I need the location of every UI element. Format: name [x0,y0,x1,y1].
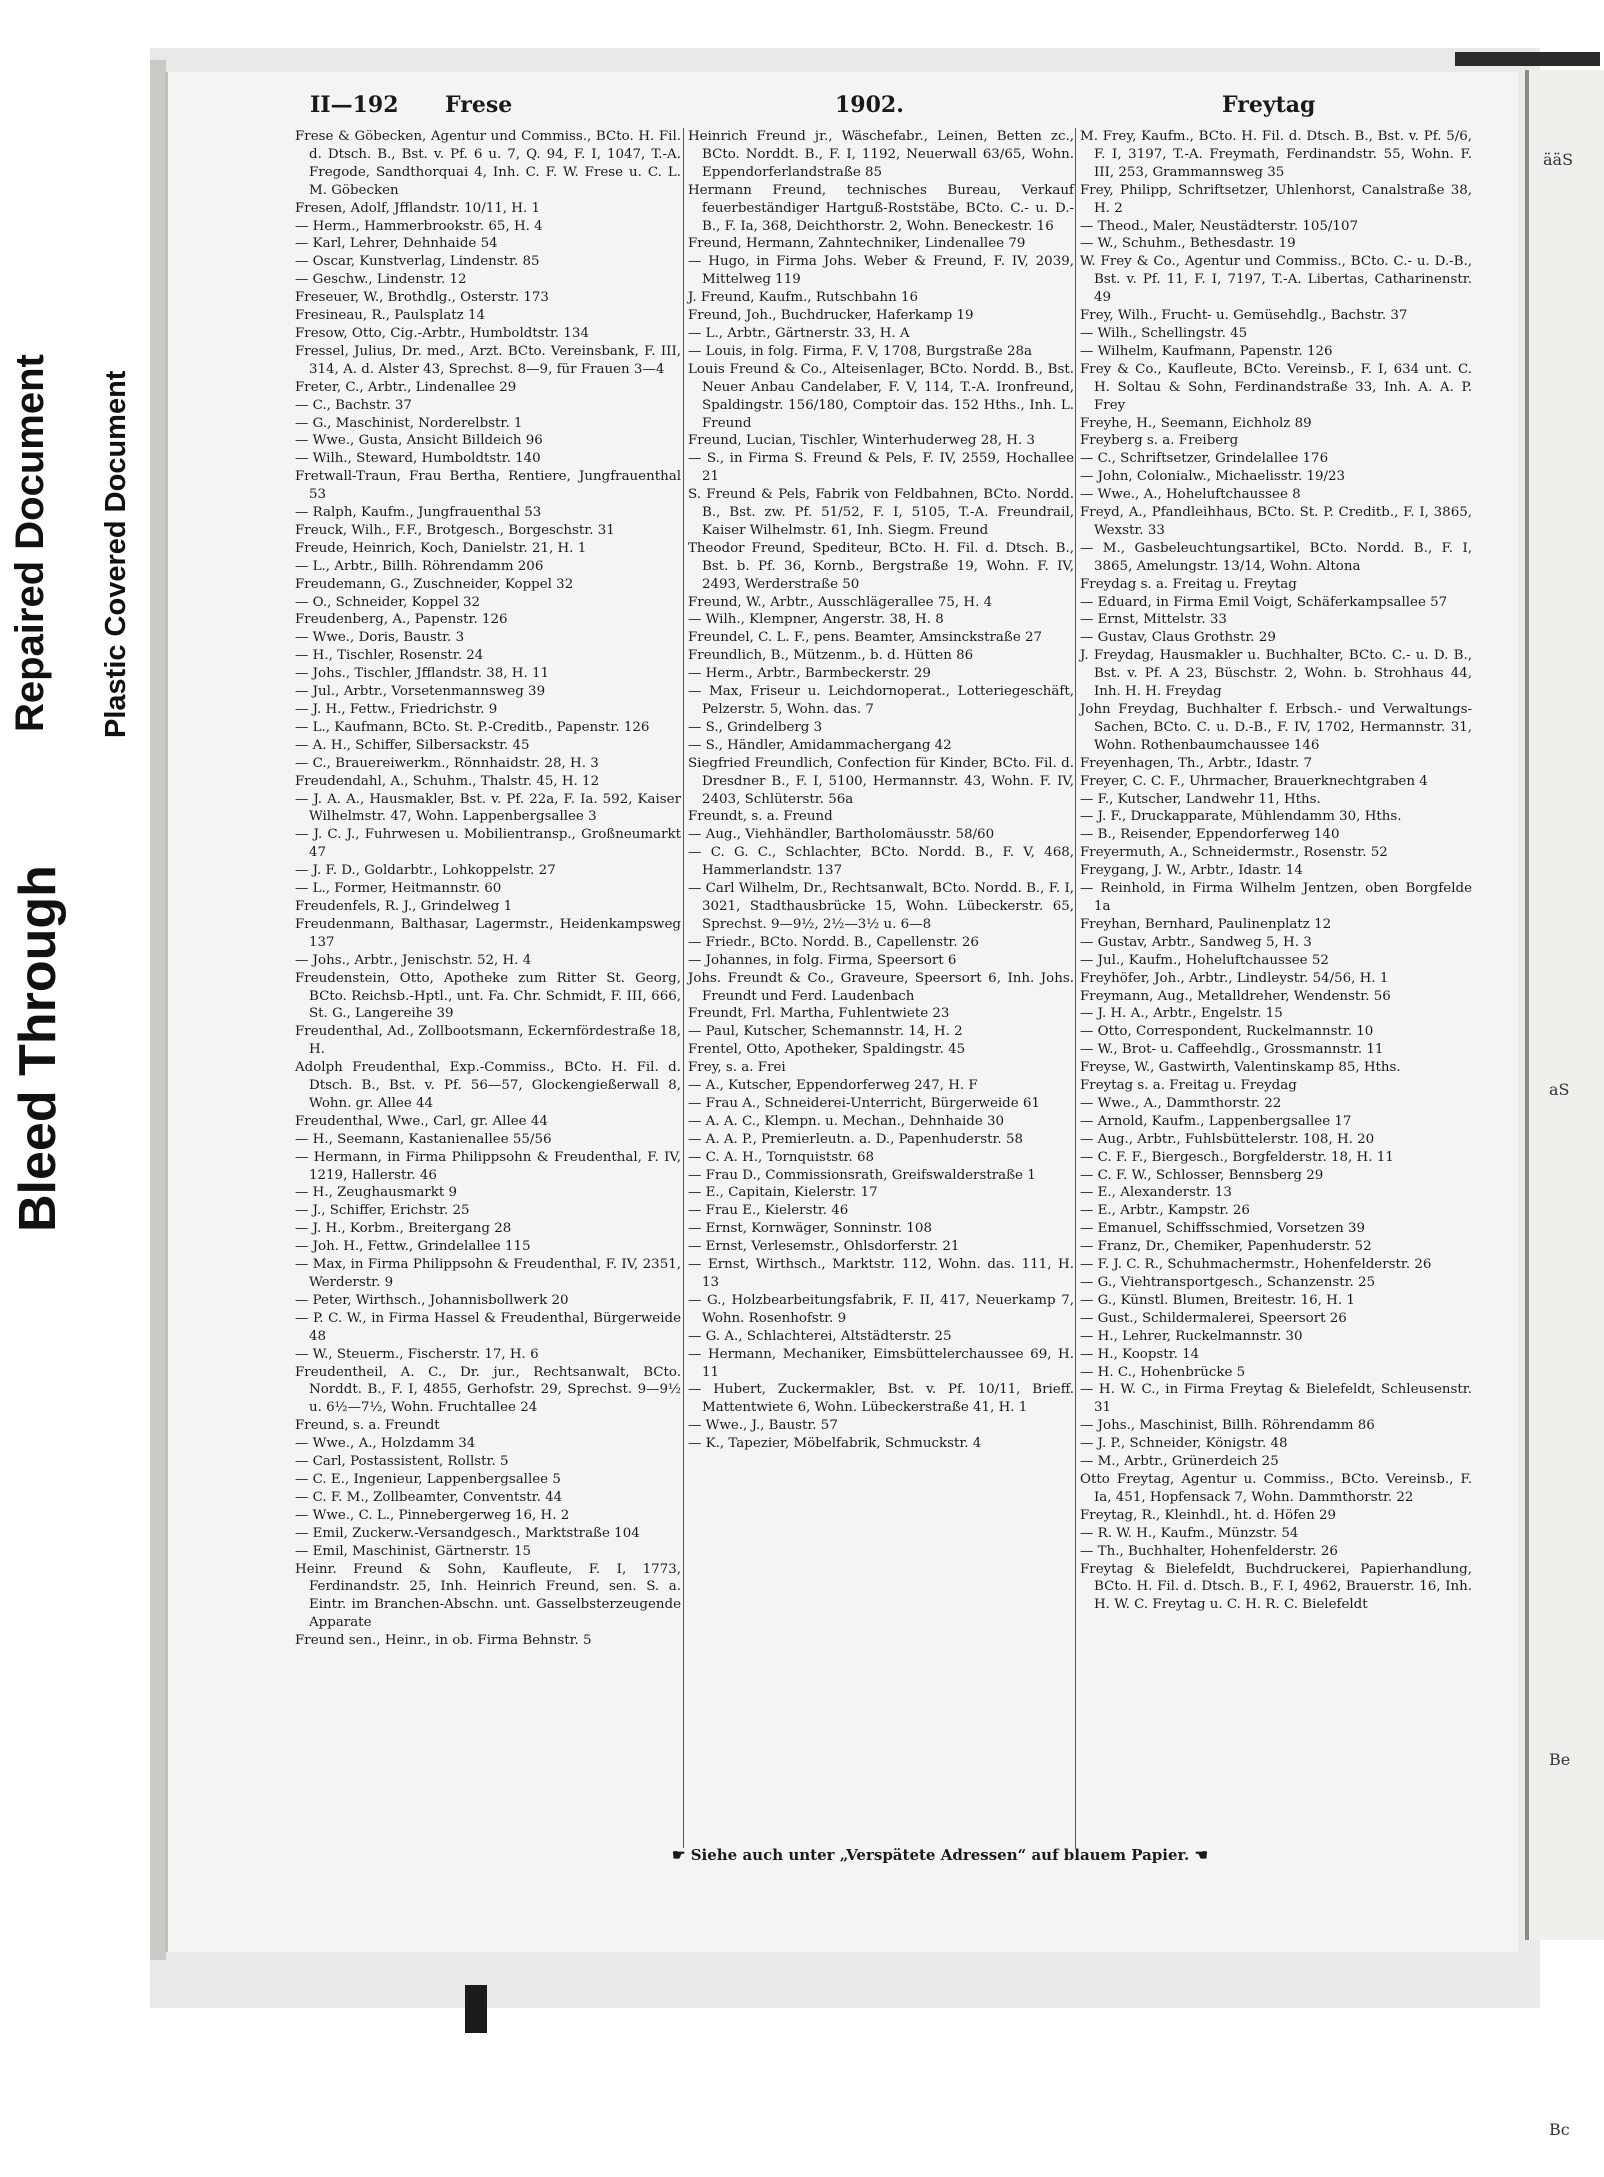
directory-entry: Freudemann, G., Zuschneider, Koppel 32 [295,576,574,592]
directory-entry: — Carl, Postassistent, Rollstr. 5 [295,1454,509,1470]
directory-entry: — Hubert, Zuckermakler, Bst. v. Pf. 10/11, Brieff. Mattentwiete 6, Wohn. Lübeckerstraße 41, H. 1 [688,1382,1074,1416]
directory-entry: — Arnold, Kaufm., Lappenbergsallee 17 [1080,1113,1352,1129]
directory-entry: — H., Lehrer, Ruckelmannstr. 30 [1080,1328,1303,1344]
directory-entry: — Aug., Viehhändler, Bartholomäusstr. 58/60 [688,827,995,843]
directory-entry: — Johs., Maschinist, Billh. Röhrendamm 86 [1080,1418,1375,1434]
adjacent-page-fragment: Be [1549,1750,1571,1769]
adjacent-page-fragment: Bc [1549,2120,1570,2139]
directory-entry: — Eduard, in Firma Emil Voigt, Schäferkampsallee 57 [1080,594,1448,610]
plastic-covered-label: Plastic Covered Document [100,370,132,738]
directory-entry: Freundt, s. a. Freund [688,809,833,825]
running-head [310,92,1340,122]
directory-entry: — Gust., Schildermalerei, Speersort 26 [1080,1310,1347,1326]
directory-entry: Johs. Freundt & Co., Graveure, Speersort 6, Inh. Johs. Freundt und Ferd. Laudenbach [688,970,1074,1004]
directory-entry: Freytag, R., Kleinhdl., ht. d. Höfen 29 [1080,1507,1336,1523]
directory-entry: — C. F. M., Zollbeamter, Conventstr. 44 [295,1489,563,1505]
directory-entry: — Ralph, Kaufm., Jungfrauenthal 53 [295,505,542,521]
directory-entry: Freyse, W., Gastwirth, Valentinskamp 85, Hths. [1080,1060,1401,1076]
directory-entry: — Th., Buchhalter, Hohenfelderstr. 26 [1080,1543,1338,1559]
directory-entry: — J. A. A., Hausmakler, Bst. v. Pf. 22a, F. Ia. 592, Kaiser Wilhelmstr. 47, Wohn. Lappenbergsallee 3 [295,791,681,825]
directory-entry: Fresineau, R., Paulsplatz 14 [295,308,486,324]
directory-entry: — Ernst, Verlesemstr., Ohlsdorferstr. 21 [688,1239,960,1255]
directory-entry: — B., Reisender, Eppendorferweg 140 [1080,827,1340,843]
repaired-document-label: Repaired Document [8,354,52,732]
directory-entry: — Johs., Tischler, Jfflandstr. 38, H. 11 [295,666,550,682]
directory-entry: — J. F. D., Goldarbtr., Lohkoppelstr. 27 [295,863,556,879]
directory-entry: — J. H., Korbm., Breitergang 28 [295,1221,512,1237]
directory-entry: — W., Schuhm., Bethesdastr. 19 [1080,236,1296,252]
directory-entry: — Wwe., A., Holzdamm 34 [295,1436,476,1452]
directory-entry: Freter, C., Arbtr., Lindenallee 29 [295,379,517,395]
directory-entry: — Emil, Maschinist, Gärtnerstr. 15 [295,1543,531,1559]
directory-entry: — Frau D., Commissionsrath, Greifswalderstraße 1 [688,1167,1036,1183]
directory-entry: Freudentheil, A. C., Dr. jur., Rechtsanwalt, BCto. Norddt. B., F. I, 4855, Gerhofstr. 29, Sprechst. 9—9½ u. 6½—7½, Wohn. Fruchtallee 24 [295,1364,681,1416]
directory-entry: — A. A. C., Klempn. u. Mechan., Dehnhaide 30 [688,1113,1005,1129]
directory-entry: — A., Kutscher, Eppendorferweg 247, H. F [688,1078,978,1094]
directory-entry: — M., Gasbeleuchtungsartikel, BCto. Nordd. B., F. I, 3865, Amelungstr. 13/14, Wohn. Altona [1080,540,1472,574]
directory-entry: Freudenthal, Ad., Zollbootsmann, Eckernfördestraße 18, H. [295,1024,681,1058]
directory-entry: — H. C., Hohenbrücke 5 [1080,1364,1246,1380]
directory-entry: — Theod., Maler, Neustädterstr. 105/107 [1080,218,1358,234]
directory-entry: — Emanuel, Schiffsschmied, Vorsetzen 39 [1080,1221,1366,1237]
directory-entry: Freund, Lucian, Tischler, Winterhuderweg 28, H. 3 [688,433,1035,449]
directory-entry: Freyenhagen, Th., Arbtr., Idastr. 7 [1080,755,1313,771]
directory-entry: Freundel, C. L. F., pens. Beamter, Amsinckstraße 27 [688,630,1043,646]
directory-entry: — Wwe., Gusta, Ansicht Billdeich 96 [295,433,543,449]
directory-entry: Freymann, Aug., Metalldreher, Wendenstr. 56 [1080,988,1391,1004]
directory-entry: Fretwall-Traun, Frau Bertha, Rentiere, Jungfrauenthal 53 [295,469,681,503]
directory-entry: J. Freund, Kaufm., Rutschbahn 16 [688,290,919,306]
directory-entry: — H., Zeughausmarkt 9 [295,1185,457,1201]
directory-entry: Freseuer, W., Brothdlg., Osterstr. 173 [295,290,549,306]
directory-entry: — C. A. H., Tornquiststr. 68 [688,1149,875,1165]
directory-entry: — Johs., Arbtr., Jenischstr. 52, H. 4 [295,952,532,968]
directory-entry: — Wilh., Schellingstr. 45 [1080,325,1248,341]
directory-entry: — L., Kaufmann, BCto. St. P.-Creditb., Papenstr. 126 [295,719,650,735]
directory-entry: Freundt, Frl. Martha, Fuhlentwiete 23 [688,1006,950,1022]
directory-entry: — C. G. C., Schlachter, BCto. Nordd. B., F. V, 468, Hammerlandstr. 137 [688,845,1074,879]
directory-entry: Freygang, J. W., Arbtr., Idastr. 14 [1080,863,1303,879]
directory-entry: — G. A., Schlachterei, Altstädterstr. 25 [688,1328,952,1344]
directory-entry: — Max, Friseur u. Leichdornoperat., Lotteriegeschäft, Pelzerstr. 5, Wohn. das. 7 [688,684,1074,717]
directory-entry: Heinrich Freund jr., Wäschefabr., Leinen, Betten zc., BCto. Norddt. B., F. I, 1192, Neuerwall 63/65, Wohn. Eppendorferlandstraße 85 [688,129,1074,180]
scan-border-bottom [465,1985,487,2033]
column-divider [1075,128,1076,1848]
adjacent-page-fragment: ääS [1543,150,1574,169]
adjacent-page-fragment: aS [1549,1080,1570,1099]
directory-entry: — Emil, Zuckerw.-Versandgesch., Marktstraße 104 [295,1525,640,1541]
directory-entry: John Freydag, Buchhalter f. Erbsch.- und Verwaltungs-Sachen, BCto. C. u. D.-B., F. IV, 1702, Hermannstr. 31, Wohn. Rothenbaumchaussee 146 [1080,702,1472,753]
directory-entry: Hermann Freund, technisches Bureau, Verkauf feuerbeständiger Hartguß-Roststäbe, BCto. C.- u. D.-B., F. Ia, 368, Deichthorstr. 2, Wohn. Beneckestr. 16 [688,182,1074,234]
directory-entry: S. Freund & Pels, Fabrik von Feldbahnen, BCto. Nordd. B., Bst. zw. Pf. 51/52, F. I, 5105, T.-A. Freundrail, Kaiser Wilhelmstr. 61, Inh. Siegm. Freund [688,487,1074,538]
directory-entry: — Johannes, in folg. Firma, Speersort 6 [688,952,957,968]
directory-entry: — Louis, in folg. Firma, F. V, 1708, Burgstraße 28a [688,343,1032,359]
directory-entry: Freudenmann, Balthasar, Lagermstr., Heidenkampsweg 137 [295,916,681,950]
directory-entry: Freudenstein, Otto, Apotheke zum Ritter St. Georg, BCto. Reichsb.-Hptl., unt. Fa. Chr. Schmidt, F. III, 666, St. G., Langereihe 39 [295,970,681,1022]
directory-entry: — C. F. W., Schlosser, Bennsberg 29 [1080,1167,1324,1183]
directory-entry: J. Freydag, Hausmakler u. Buchhalter, BCto. C.- u. D. B., Bst. v. Pf. A 23, Büschstr. 2, Wohn. b. Strohhaus 44, Inh. H. H. Freydag [1080,648,1472,700]
directory-entry: Fresow, Otto, Cig.-Arbtr., Humboldtstr. 134 [295,325,589,341]
directory-entry: — H., Koopstr. 14 [1080,1346,1200,1362]
directory-entry: — Geschw., Lindenstr. 12 [295,272,467,288]
directory-entry: — A. A. P., Premierleutn. a. D., Papenhuderstr. 58 [688,1131,1023,1147]
directory-entry: M. Frey, Kaufm., BCto. H. Fil. d. Dtsch. B., Bst. v. Pf. 5/6, F. I, 3197, T.-A. Freymath, Ferdinandstr. 55, Wohn. F. III, 253, Grammannsweg 35 [1080,129,1472,180]
directory-entry: — S., in Firma S. Freund & Pels, F. IV, 2559, Hochallee 21 [688,451,1074,485]
directory-entry: — G., Künstl. Blumen, Breitestr. 16, H. 1 [1080,1292,1355,1308]
directory-entry: — Herm., Hammerbrookstr. 65, H. 4 [295,218,543,234]
directory-entry: — Max, in Firma Philippsohn & Freudenthal, F. IV, 2351, Werderstr. 9 [295,1257,681,1290]
page-number: II—192 [310,92,399,118]
directory-entry: Freund, s. a. Freundt [295,1418,440,1434]
directory-entry: — J., Schiffer, Erichstr. 25 [295,1203,470,1219]
directory-entry: — Gustav, Arbtr., Sandweg 5, H. 3 [1080,934,1312,950]
directory-entry: — Ernst, Wirthsch., Marktstr. 112, Wohn. das. 111, H. 13 [688,1257,1074,1290]
directory-entry: — G., Maschinist, Norderelbstr. 1 [295,415,523,431]
directory-entry: — E., Capitain, Kielerstr. 17 [688,1185,878,1201]
directory-entry: — H., Tischler, Rosenstr. 24 [295,648,484,664]
directory-entry: — S., Grindelberg 3 [688,719,823,735]
right-catchword: Freytag [1222,92,1316,118]
directory-entry: Fresen, Adolf, Jfflandstr. 10/11, H. 1 [295,200,540,216]
directory-entry: — Otto, Correspondent, Ruckelmannstr. 10 [1080,1024,1374,1040]
directory-entry: Adolph Freudenthal, Exp.-Commiss., BCto. H. Fil. d. Dtsch. B., Bst. v. Pf. 56—57, Glockengießerwall 8, Wohn. gr. Allee 44 [295,1060,681,1111]
directory-entry: Theodor Freund, Spediteur, BCto. H. Fil. d. Dtsch. B., Bst. b. Pf. 36, Kornb., Bergstraße 19, Wohn. F. IV, 2493, Werderstraße 50 [688,540,1074,592]
directory-entry: — Ernst, Mittelstr. 33 [1080,612,1227,628]
directory-entry: — Peter, Wirthsch., Johannisbollwerk 20 [295,1292,569,1308]
directory-entry: — L., Former, Heitmannstr. 60 [295,881,502,897]
directory-entry: — W., Brot- u. Caffeehdlg., Grossmannstr. 11 [1080,1042,1384,1058]
directory-entry: — Jul., Kaufm., Hoheluftchaussee 52 [1080,952,1329,968]
directory-entry: — Hugo, in Firma Johs. Weber & Freund, F. IV, 2039, Mittelweg 119 [688,254,1074,288]
directory-entry: — R. W. H., Kaufm., Münzstr. 54 [1080,1525,1299,1541]
directory-entry: — C. F. F., Biergesch., Borgfelderstr. 18, H. 11 [1080,1149,1394,1165]
directory-entry: Frese & Göbecken, Agentur und Commiss., BCto. H. Fil. d. Dtsch. B., Bst. v. Pf. 6 u. 7, Q. 94, F. I, 1047, T.-A. Fregode, Sandthorquai 4, Inh. C. F. W. Frese u. C. L. M. Göbecken [295,129,681,198]
directory-entry: — F., Kutscher, Landwehr 11, Hths. [1080,791,1321,807]
directory-entry: Heinr. Freund & Sohn, Kaufleute, F. I, 1773, Ferdinandstr. 25, Inh. Heinrich Freund, sen. S. a. Eintr. im Branchen-Abschn. unt. Gasselbsterzeugende Apparate [295,1561,681,1631]
directory-entry: — Franz, Dr., Chemiker, Papenhuderstr. 52 [1080,1239,1372,1255]
directory-entry: Frey, s. a. Frei [688,1060,786,1076]
directory-entry: — Carl Wilhelm, Dr., Rechtsanwalt, BCto. Nordd. B., F. I, 3021, Stadthausbrücke 15, Wohn. Lübeckerstr. 65, Sprechst. 9—9½, 2½—3½ u. 6—8 [688,881,1074,932]
directory-entry: — Hermann, Mechaniker, Eimsbüttelerchaussee 69, H. 11 [688,1346,1074,1380]
directory-entry: Frey, Wilh., Frucht- u. Gemüsehdlg., Bachstr. 37 [1080,308,1408,324]
directory-entry: — Oscar, Kunstverlag, Lindenstr. 85 [295,254,540,270]
directory-entry: — Herm., Arbtr., Barmbeckerstr. 29 [688,666,931,682]
directory-entry: Otto Freytag, Agentur u. Commiss., BCto. Vereinsb., F. Ia, 451, Hopfensack 7, Wohn. Dammthorstr. 22 [1080,1471,1472,1505]
directory-entry: — C., Brauereiwerkm., Rönnhaidstr. 28, H. 3 [295,755,599,771]
directory-entry: — C. E., Ingenieur, Lappenbergsallee 5 [295,1471,561,1487]
directory-entry: — P. C. W., in Firma Hassel & Freudenthal, Bürgerweide 48 [295,1310,681,1344]
directory-entry: Freyermuth, A., Schneidermstr., Rosenstr. 52 [1080,845,1388,861]
directory-entry: — H. W. C., in Firma Freytag & Bielefeldt, Schleusenstr. 31 [1080,1382,1472,1416]
directory-entry: W. Frey & Co., Agentur und Commiss., BCto. C.- u. D.-B., Bst. v. Pf. 11, F. I, 7197, T.-A. Libertas, Catharinenstr. 49 [1080,254,1472,306]
directory-entry: — Joh. H., Fettw., Grindelallee 115 [295,1239,531,1255]
directory-column-1 [295,128,681,1650]
directory-entry: — Jul., Arbtr., Vorsetenmannsweg 39 [295,684,546,700]
directory-entry: — Wilh., Steward, Humboldtstr. 140 [295,451,541,467]
directory-entry: — S., Händler, Amidammachergang 42 [688,737,952,753]
left-catchword: Frese [445,92,513,118]
directory-entry: — Wwe., C. L., Pinnebergerweg 16, H. 2 [295,1507,570,1523]
directory-entry: Freund, Hermann, Zahntechniker, Lindenallee 79 [688,236,1026,252]
directory-entry: — J. H., Fettw., Friedrichstr. 9 [295,702,498,717]
directory-entry: Freudenberg, A., Papenstr. 126 [295,612,508,628]
scan-border-top [1455,52,1600,66]
directory-entry: Freudendahl, A., Schuhm., Thalstr. 45, H. 12 [295,773,600,789]
directory-entry: — Wilh., Klempner, Angerstr. 38, H. 8 [688,612,944,628]
footnote: ☛ Siehe auch unter „Verspätete Adressen“ auf blauem Papier. ☚ [672,1846,1208,1864]
directory-entry: — G., Viehtransportgesch., Schanzenstr. 25 [1080,1275,1376,1290]
directory-entry: — Frau E., Kielerstr. 46 [688,1203,849,1219]
directory-column-3 [1080,128,1472,1614]
directory-entry: — E., Arbtr., Kampstr. 26 [1080,1203,1250,1219]
directory-entry: — Wilhelm, Kaufmann, Papenstr. 126 [1080,343,1333,359]
directory-entry: Freyd, A., Pfandleihhaus, BCto. St. P. Creditb., F. I, 3865, Wexstr. 33 [1080,505,1472,538]
directory-entry: — E., Alexanderstr. 13 [1080,1185,1232,1201]
directory-entry: Freyberg s. a. Freiberg [1080,433,1239,449]
directory-entry: Freuck, Wilh., F.F., Brotgesch., Borgeschstr. 31 [295,522,615,538]
bleed-through-label: Bleed Through [9,865,67,1232]
directory-entry: Freyhan, Bernhard, Paulinenplatz 12 [1080,916,1332,932]
directory-entry: — C., Bachstr. 37 [295,397,412,413]
directory-entry: Freyhöfer, Joh., Arbtr., Lindleystr. 54/56, H. 1 [1080,970,1389,986]
directory-column-2 [688,128,1074,1453]
directory-entry: — Paul, Kutscher, Schemannstr. 14, H. 2 [688,1024,963,1040]
directory-entry: — M., Arbtr., Grünerdeich 25 [1080,1454,1279,1470]
directory-entry: — G., Holzbearbeitungsfabrik, F. II, 417, Neuerkamp 7, Wohn. Rosenhofstr. 9 [688,1292,1074,1326]
directory-entry: — Gustav, Claus Grothstr. 29 [1080,630,1276,646]
directory-entry: — Wwe., Doris, Baustr. 3 [295,630,465,646]
directory-entry: — Aug., Arbtr., Fuhlsbüttelerstr. 108, H. 20 [1080,1131,1375,1147]
directory-entry: — K., Tapezier, Möbelfabrik, Schmuckstr. 4 [688,1436,982,1452]
directory-entry: Fressel, Julius, Dr. med., Arzt. BCto. Vereinsbank, F. III, 314, A. d. Alster 43, Sprechst. 8—9, für Frauen 3—4 [295,343,681,377]
directory-entry: — F. J. C. R., Schuhmachermstr., Hohenfelderstr. 26 [1080,1257,1432,1273]
directory-entry: — Wwe., J., Baustr. 57 [688,1418,838,1434]
directory-entry: — J. H. A., Arbtr., Engelstr. 15 [1080,1006,1283,1022]
directory-entry: Siegfried Freundlich, Confection für Kinder, BCto. Fil. d. Dresdner B., F. I, 5100, Hermannstr. 43, Wohn. F. IV, 2403, Schlüterstr. 56a [688,755,1074,807]
column-divider [683,128,684,1848]
directory-entry: Freundlich, B., Mützenm., b. d. Hütten 86 [688,648,974,664]
directory-entry: Frentel, Otto, Apotheker, Spaldingstr. 45 [688,1042,966,1058]
directory-entry: Freytag & Bielefeldt, Buchdruckerei, Papierhandlung, BCto. H. Fil. d. Dtsch. B., F. I, 4962, Brauerstr. 16, Inh. H. W. C. Freytag u. C. H. R. C. Bielefeldt [1080,1561,1472,1613]
directory-entry: — Ernst, Kornwäger, Sonninstr. 108 [688,1221,932,1237]
directory-entry: — H., Seemann, Kastanienallee 55/56 [295,1131,552,1147]
directory-entry: Freyer, C. C. F., Uhrmacher, Brauerknechtgraben 4 [1080,773,1428,789]
directory-entry: Freund, W., Arbtr., Ausschlägerallee 75, H. 4 [688,594,993,610]
directory-entry: Frey, Philipp, Schriftsetzer, Uhlenhorst, Canalstraße 38, H. 2 [1080,182,1472,216]
directory-entry: Freydag s. a. Freitag u. Freytag [1080,576,1297,592]
directory-entry: Freudenfels, R. J., Grindelweg 1 [295,898,513,914]
directory-year: 1902. [835,92,904,118]
directory-entry: — J. P., Schneider, Königstr. 48 [1080,1436,1288,1452]
directory-entry: — Reinhold, in Firma Wilhelm Jentzen, oben Borgfelde 1a [1080,881,1472,914]
directory-entry: Freyhe, H., Seemann, Eichholz 89 [1080,415,1312,431]
directory-entry: — Karl, Lehrer, Dehnhaide 54 [295,236,498,252]
directory-entry: — W., Steuerm., Fischerstr. 17, H. 6 [295,1346,539,1362]
directory-entry: — Wwe., A., Dammthorstr. 22 [1080,1095,1282,1111]
directory-entry: Freund sen., Heinr., in ob. Firma Behnstr. 5 [295,1633,592,1649]
directory-entry: — Wwe., A., Hoheluftchaussee 8 [1080,487,1301,503]
directory-entry: Louis Freund & Co., Alteisenlager, BCto. Nordd. B., Bst. Neuer Anbau Candelaber, F. V, 114, T.-A. Ironfreund, Spaldingstr. 156/180, Comptoir das. 152 Hths., Inh. L. Freund [688,361,1074,431]
directory-entry: — John, Colonialw., Michaelisstr. 19/23 [1080,469,1346,485]
directory-entry: Frey & Co., Kaufleute, BCto. Vereinsb., F. I, 634 unt. C. H. Soltau & Sohn, Ferdinandstraße 33, Inh. A. A. P. Frey [1080,361,1472,413]
directory-entry: — Friedr., BCto. Nordd. B., Capellenstr. 26 [688,934,979,950]
directory-entry: — J. F., Druckapparate, Mühlendamm 30, Hths. [1080,809,1402,825]
directory-entry: — Frau A., Schneiderei-Unterricht, Bürgerweide 61 [688,1095,1040,1111]
directory-entry: — A. H., Schiffer, Silbersackstr. 45 [295,737,530,753]
directory-entry: — L., Arbtr., Gärtnerstr. 33, H. A [688,325,910,341]
directory-entry: Freude, Heinrich, Koch, Danielstr. 21, H. 1 [295,540,587,556]
directory-entry: — L., Arbtr., Billh. Röhrendamm 206 [295,558,544,574]
directory-entry: — J. C. J., Fuhrwesen u. Mobilientransp., Großneumarkt 47 [295,827,681,861]
directory-entry: — Hermann, in Firma Philippsohn & Freudenthal, F. IV, 1219, Hallerstr. 46 [295,1149,681,1183]
directory-entry: Freudenthal, Wwe., Carl, gr. Allee 44 [295,1113,548,1129]
directory-entry: Freund, Joh., Buchdrucker, Haferkamp 19 [688,308,974,324]
directory-entry: — O., Schneider, Koppel 32 [295,594,481,610]
directory-entry: — C., Schriftsetzer, Grindelallee 176 [1080,451,1329,467]
directory-entry: Freytag s. a. Freitag u. Freydag [1080,1078,1297,1094]
adjacent-page-edge [1525,70,1604,2139]
page-edge-shadow [150,60,166,1960]
